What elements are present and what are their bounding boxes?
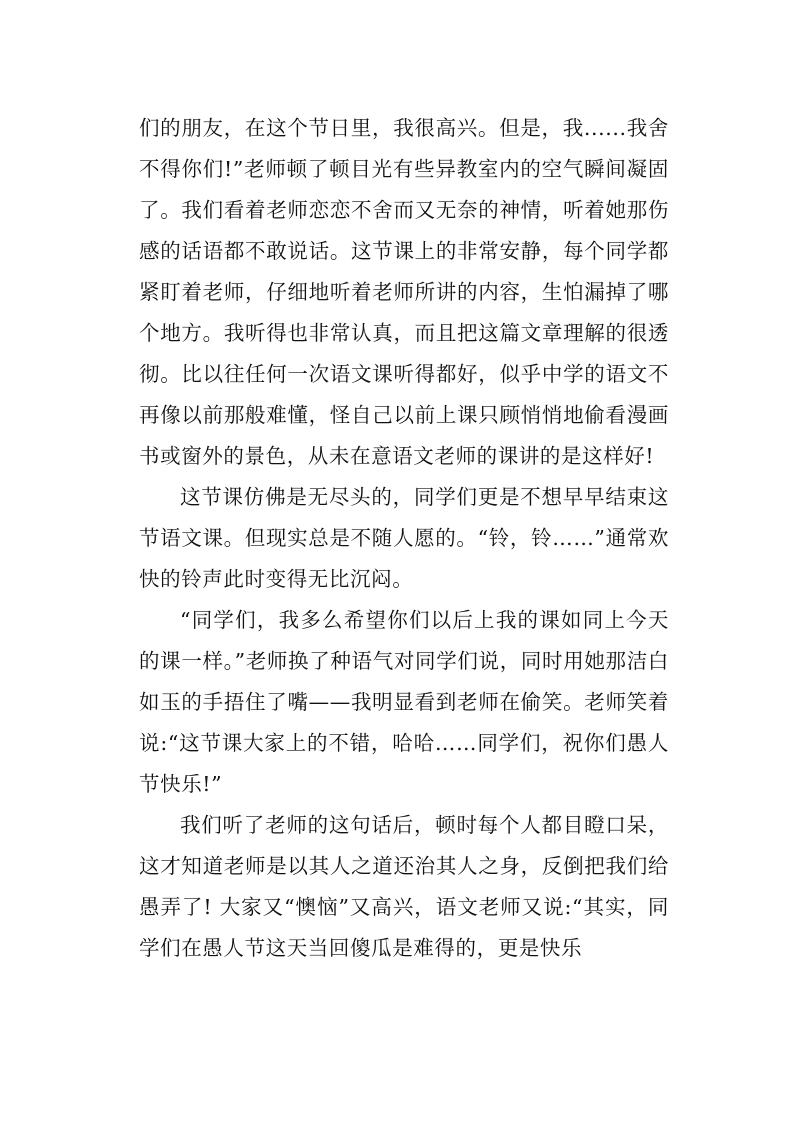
paragraph-4: 我们听了老师的这句话后，顿时每个人都目瞪口呆，这才知道老师是以其人之道还治其人之身，反倒把我们给愚弄了! 大家又“懊恼”又高兴，语文老师又说:“其实，同学们在愚人节这天当回傻瓜是难得的，更是快乐 [139,813,669,960]
paragraph-3: “同学们，我多么希望你们以后上我的课如同上今天的课一样。”老师换了种语气对同学们说，同时用她那洁白如玉的手捂住了嘴——我明显看到老师在偷笑。老师笑着说:“这节课大家上的不错，哈哈……同学们，祝你们愚人节快乐!” [139,608,669,796]
paragraph-2: 这节课仿佛是无尽头的，同学们更是不想早早结束这节语文课。但现实总是不随人愿的。“铃，铃……”通常欢快的铃声此时变得无比沉闷。 [139,485,669,591]
paragraph-1: 们的朋友，在这个节日里，我很高兴。但是，我......我舍不得你们!”老师顿了顿目光有些异教室内的空气瞬间凝固了。我们看着老师恋恋不舍而又无奈的神情，听着她那伤感的话语都不敢说话。这节课上的非常安静，每个同学都紧盯着老师，仔细地听着老师所讲的内容，生怕漏掉了哪个地方。我听得也非常认真，而且把这篇文章理解的很透彻。比以往任何一次语文课听得都好，似乎中学的语文不再像以前那般难懂，怪自己以前上课只顾悄悄地偷看漫画书或窗外的景色，从未在意语文老师的课讲的是这样好! [139,116,669,468]
document-body [139,108,669,969]
